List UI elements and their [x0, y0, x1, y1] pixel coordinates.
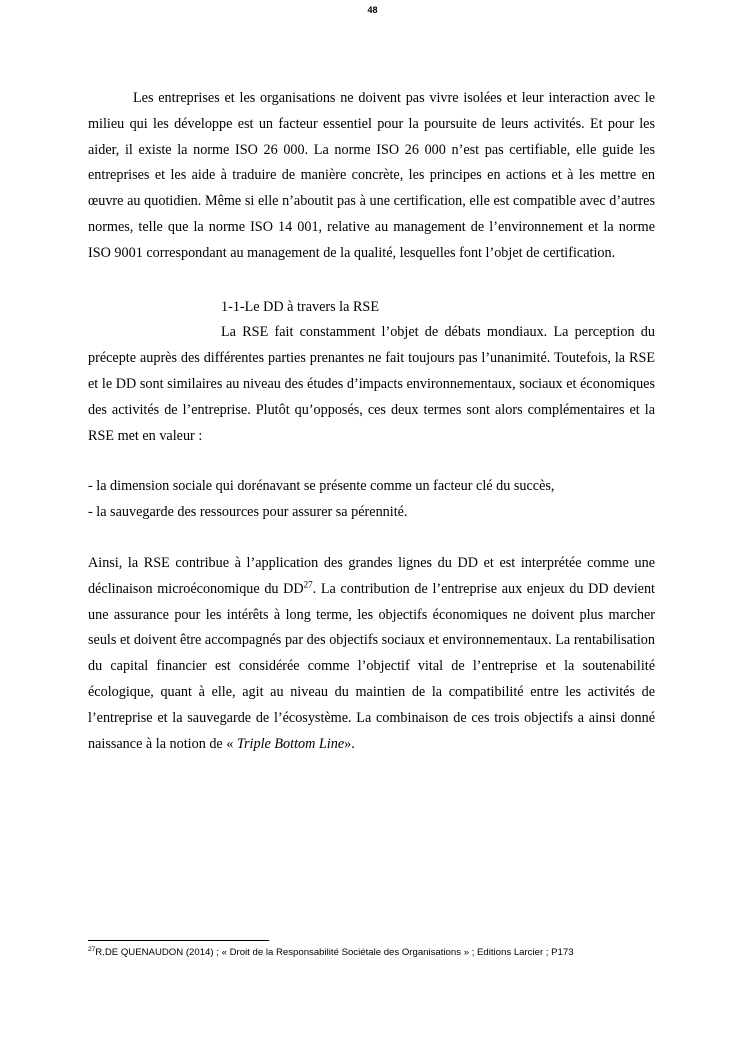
paragraph-iso-26000: Les entreprises et les organisations ne doivent pas vivre isolées et leur interaction avec le milieu qui les développe est un facteur essentiel pour la poursuite de leurs activités. Et pour les aider, il existe la norme ISO 26 000. La norme ISO 26 000 n’est pas certifiable, elle guide les entreprises et les aide à traduire de manière concrète, les principes en actions et à les mettre en œuvre au quotidien. Même si elle n’aboutit pas à une certification, elle est compatible avec d’autres normes, telle que la norme ISO 14 001, relative au management de l’environnement et la norme ISO 9001 correspondant au management de la qualité, lesquelles font l’objet de certification.	[88, 90, 655, 261]
list-item: - la sauvegarde des ressources pour assurer sa pérennité.	[88, 504, 408, 521]
footnote	[88, 947, 574, 958]
footnote-reference[interactable]: 27	[303, 579, 313, 590]
paragraph-rse-debate: La RSE fait constamment l’objet de débats mondiaux. La perception du précepte auprès des différentes parties prenantes ne fait toujours pas l’unanimité. Toutefois, la RSE et le DD sont similaires au niveau des études d’impacts environnementaux, sociaux et économiques des activités de l’entreprise. Plutôt qu’opposés, ces deux termes sont alors complémentaires et la RSE met en valeur :	[88, 324, 655, 444]
section-heading: 1-1-Le DD à travers la RSE	[221, 298, 379, 315]
paragraph-triple-bottom-line	[88, 551, 655, 757]
paragraph-text: . La contribution de l’entreprise aux enjeux du DD devient une assurance pour les intérêts à long terme, les objectifs économiques ne doivent plus marcher seuls et doivent être accompagnés par des objectifs sociaux et environnementaux. La rentabilisation du capital financier est considérée comme l’objectif vital de l’entreprise et la soutenabilité écologique, quant à elle, agit au niveau du maintien de la compatibilité entre les activités de l’entreprise et la sauvegarde de l’écosystème. La combinaison de ces trois objectifs a ainsi donné naissance à la notion de «	[88, 580, 655, 752]
footnote-divider	[88, 940, 269, 941]
footnote-number: 27	[88, 945, 96, 953]
footnote-text: R.DE QUENAUDON (2014) ; « Droit de la Responsabilité Sociétale des Organisations » ; Editions Larcier ; P173	[95, 947, 574, 958]
bullet-list	[88, 474, 655, 526]
list-item: - la dimension sociale qui dorénavant se présente comme un facteur clé du succès,	[88, 478, 555, 495]
italic-term: Triple Bottom Line	[236, 735, 345, 752]
paragraph-text: ».	[344, 735, 355, 752]
page-number: 48	[367, 5, 378, 15]
paragraph-text: Ainsi, la RSE contribue à l’application des grandes lignes du DD et est interprétée comme une déclinaison microéconomique du DD	[88, 554, 655, 597]
body-text	[88, 86, 655, 757]
